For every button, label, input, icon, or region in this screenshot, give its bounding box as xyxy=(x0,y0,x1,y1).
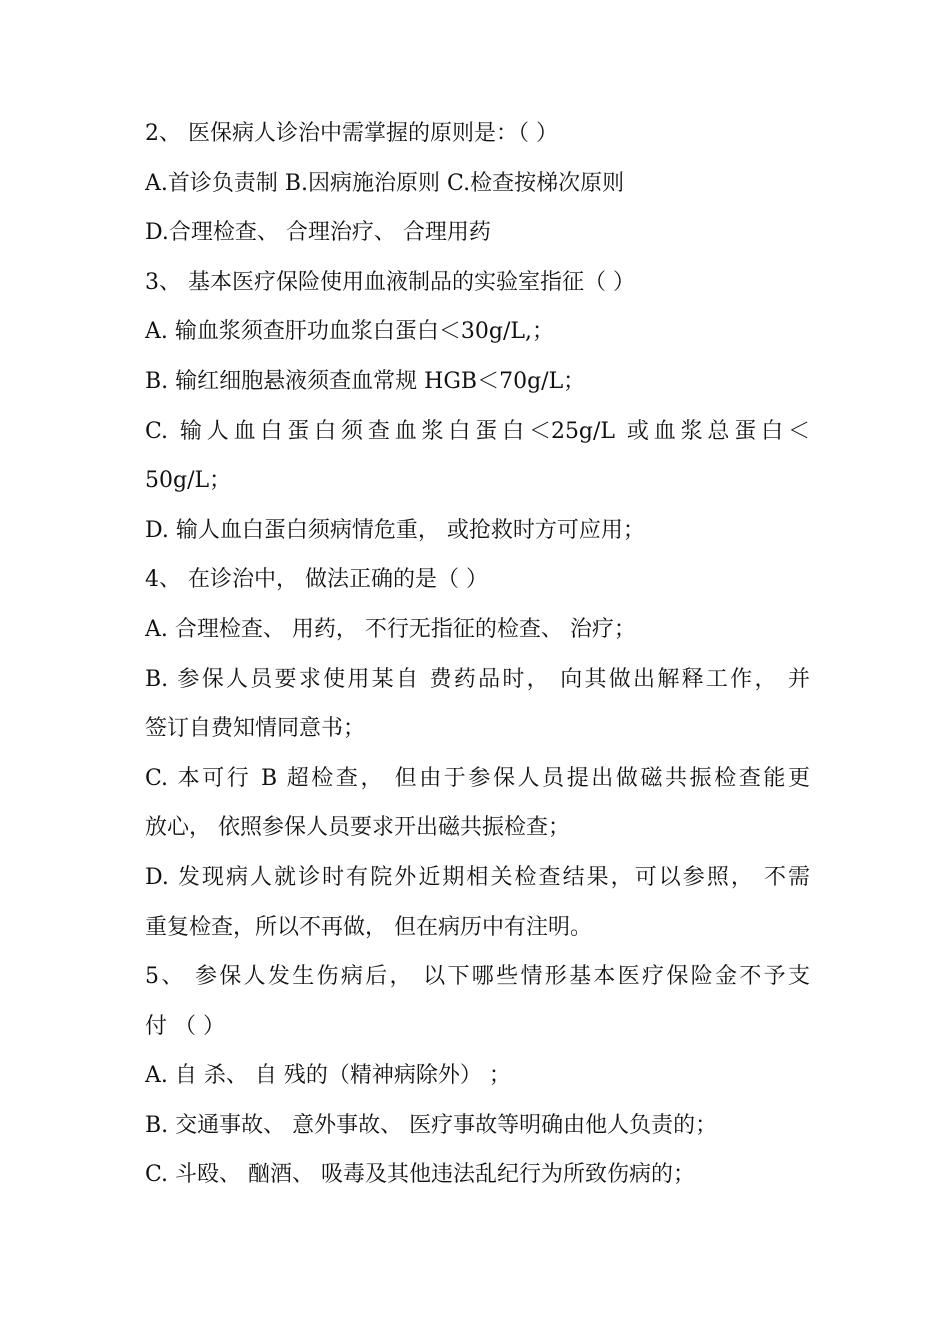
question-4-option-b: B. 参保人员要求使用某自 费药品时， 向其做出解释工作， 并 xyxy=(145,666,810,692)
question-5-option-c: C. 斗殴、 酗酒、 吸毒及其他违法乱纪行为所致伤病的； xyxy=(145,1162,696,1188)
question-5-stem-continued: 付 （ ） xyxy=(145,1013,225,1039)
question-4-stem: 4、 在诊治中， 做法正确的是（ ） xyxy=(145,567,488,593)
question-3-stem: 3、 基本医疗保险使用血液制品的实验室指征（ ） xyxy=(145,269,635,295)
question-2-stem: 2、 医保病人诊治中需掌握的原则是：（ ） xyxy=(145,121,558,146)
question-3-option-d: D. 输人血白蛋白须病情危重， 或抢救时方可应用； xyxy=(145,517,645,543)
document-body xyxy=(145,116,810,1207)
question-4-option-a: A. 合理检查、 用药， 不行无指征的检查、 治疗； xyxy=(145,616,636,642)
question-5-option-a: A. 自 杀、 自 残的（精神病除外） ； xyxy=(145,1063,511,1089)
question-4-option-d-continued: 重复检查，所以不再做， 但在病历中有注明。 xyxy=(145,914,592,940)
question-5-option-b: B. 交通事故、 意外事故、 医疗事故等明确由他人负责的； xyxy=(145,1112,718,1138)
question-3-option-c-continued: 50g/L； xyxy=(145,468,232,494)
question-4-option-c-continued: 放心， 依照参保人员要求开出磁共振检查； xyxy=(145,815,570,841)
question-2-option-d: D.合理检查、 合理治疗、 合理用药 xyxy=(145,220,491,246)
question-4-option-b-continued: 签订自费知情同意书； xyxy=(145,716,366,742)
question-3-option-b: B. 输红细胞悬液须查血常规 HGB＜70g/L； xyxy=(145,368,586,394)
question-3-option-a: A. 输血浆须查肝功血浆白蛋白＜30g/L,； xyxy=(145,319,554,345)
question-4-option-c: C. 本可行 B 超检查， 但由于参保人员提出做磁共振检查能更 xyxy=(145,765,810,791)
question-5-stem: 5、 参保人发生伤病后， 以下哪些情形基本医疗保险金不予支 xyxy=(145,964,810,990)
question-2-options-abc: A.首诊负责制 B.因病施治原则 C.检查按梯次原则 xyxy=(145,170,625,196)
question-4-option-d: D. 发现病人就诊时有院外近期相关检查结果，可以参照， 不需 xyxy=(145,864,810,890)
question-3-option-c: C. 输人血白蛋白须查血浆白蛋白＜25g/L 或血浆总蛋白＜ xyxy=(145,418,810,444)
